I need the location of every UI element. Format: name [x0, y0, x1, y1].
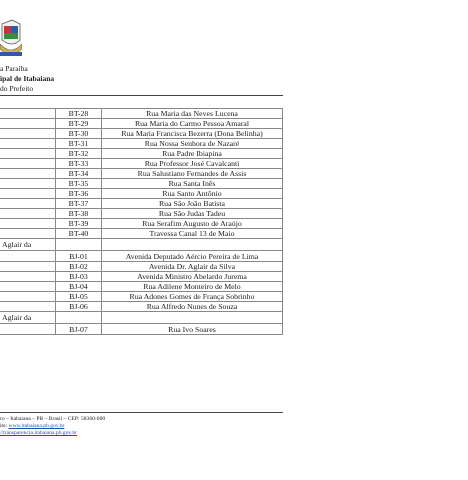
row-street-cell: Rua Serafim Augusto de Araújo: [102, 219, 283, 229]
row-street-cell: Avenida Dr. Aglair da Silva: [102, 262, 283, 272]
table-row: [0, 179, 283, 189]
table-row: [0, 324, 283, 335]
footer-site-prefix: ite:: [0, 423, 9, 429]
row-code-cell: BT-29: [56, 119, 102, 129]
row-left-cell: [0, 251, 56, 262]
footer-transparency-link[interactable]: //transparencia.itabaiana.pb.gov.br: [0, 430, 77, 436]
table-row: [0, 272, 283, 282]
row-street-cell: Rua Maria das Neves Lucena: [102, 109, 283, 119]
row-code-cell: BT-33: [56, 159, 102, 169]
row-left-cell: [0, 229, 56, 239]
row-street-cell: Travessa Canal 13 de Maio: [102, 229, 283, 239]
row-left-cell: [0, 324, 56, 335]
table-row: [0, 169, 283, 179]
row-left-cell: [0, 292, 56, 302]
table-row: [0, 139, 283, 149]
footer-site-line: [0, 423, 64, 430]
row-code-cell: [56, 312, 102, 324]
row-left-cell: [0, 272, 56, 282]
row-left-cell: [0, 149, 56, 159]
table-row: [0, 239, 283, 251]
row-code-cell: BT-30: [56, 129, 102, 139]
row-code-cell: [56, 239, 102, 251]
row-code-cell: BT-37: [56, 199, 102, 209]
row-code-cell: BT-38: [56, 209, 102, 219]
row-street-cell: Rua Maria Francisca Bezerra (Dona Belinha): [102, 129, 283, 139]
row-left-cell: [0, 129, 56, 139]
row-street-cell: Rua São Judas Tadeu: [102, 209, 283, 219]
row-left-cell: [0, 199, 56, 209]
municipal-crest-icon: [0, 18, 22, 60]
row-left-cell: [0, 282, 56, 292]
table-row: [0, 312, 283, 324]
header-municipality-line: ipal de Itabaiana: [0, 74, 55, 83]
row-code-cell: BT-36: [56, 189, 102, 199]
row-code-cell: BJ-06: [56, 302, 102, 312]
row-code-cell: BT-34: [56, 169, 102, 179]
row-street-cell: Avenida Ministro Abelardo Jurema: [102, 272, 283, 282]
table-row: [0, 251, 283, 262]
table-row: [0, 189, 283, 199]
table-row: [0, 149, 283, 159]
row-street-cell: Avenida Deputado Aércio Pereira de Lima: [102, 251, 283, 262]
footer-site-link[interactable]: www.itabaiana.pb.gov.br: [8, 423, 65, 429]
row-left-cell: [0, 139, 56, 149]
row-left-cell: [0, 262, 56, 272]
row-left-cell: [0, 169, 56, 179]
footer-divider: [0, 412, 283, 413]
row-street-cell: Rua São João Batista: [102, 199, 283, 209]
row-street-cell: [102, 239, 283, 251]
header-state-line: a Paraíba: [0, 64, 28, 73]
row-code-cell: BJ-05: [56, 292, 102, 302]
row-left-cell: [0, 189, 56, 199]
row-left-cell: [0, 219, 56, 229]
footer-address: ro – Itabaiana – PB – Brasil – CEP: 58360-000: [0, 416, 106, 422]
street-table: [0, 108, 283, 335]
row-code-cell: BJ-04: [56, 282, 102, 292]
table-row: [0, 282, 283, 292]
table-row: [0, 119, 283, 129]
table-row: [0, 159, 283, 169]
row-street-cell: Rua Santa Inês: [102, 179, 283, 189]
row-street-cell: Rua Padre Ibiapina: [102, 149, 283, 159]
row-code-cell: BJ-01: [56, 251, 102, 262]
row-street-cell: Rua Salustiano Fernandes de Assis: [102, 169, 283, 179]
table-row: [0, 209, 283, 219]
table-row: [0, 219, 283, 229]
row-code-cell: BJ-07: [56, 324, 102, 335]
row-left-cell: [0, 109, 56, 119]
row-left-cell: [0, 119, 56, 129]
row-left-cell: [0, 179, 56, 189]
row-left-cell: Aglair da: [0, 312, 56, 324]
table-row: [0, 229, 283, 239]
table-row: [0, 199, 283, 209]
row-street-cell: Rua Adilene Monteiro de Melo: [102, 282, 283, 292]
row-code-cell: BJ-02: [56, 262, 102, 272]
row-left-cell: [0, 159, 56, 169]
row-code-cell: BT-28: [56, 109, 102, 119]
footer-transparency-line: [0, 430, 77, 437]
row-street-cell: Rua Alfredo Nunes de Souza: [102, 302, 283, 312]
table-row: [0, 292, 283, 302]
row-code-cell: BT-39: [56, 219, 102, 229]
row-street-cell: Rua Maria do Carmo Pessoa Amaral: [102, 119, 283, 129]
row-left-cell: [0, 302, 56, 312]
row-left-cell: [0, 209, 56, 219]
table-row: [0, 109, 283, 119]
row-code-cell: BT-31: [56, 139, 102, 149]
row-street-cell: Rua Adones Gomes de França Sobrinho: [102, 292, 283, 302]
header-office-line: do Prefeito: [0, 84, 34, 93]
row-street-cell: [102, 312, 283, 324]
row-left-cell: Aglair da: [0, 239, 56, 251]
row-street-cell: Rua Nossa Senhora de Nazaré: [102, 139, 283, 149]
row-code-cell: BT-32: [56, 149, 102, 159]
row-code-cell: BT-40: [56, 229, 102, 239]
table-row: [0, 129, 283, 139]
row-street-cell: Rua Santo Antônio: [102, 189, 283, 199]
table-row: [0, 262, 283, 272]
row-code-cell: BT-35: [56, 179, 102, 189]
row-code-cell: BJ-03: [56, 272, 102, 282]
row-street-cell: Rua Professor José Cavalcanti: [102, 159, 283, 169]
header-divider: [0, 95, 283, 96]
row-street-cell: Rua Ivo Soares: [102, 324, 283, 335]
table-row: [0, 302, 283, 312]
